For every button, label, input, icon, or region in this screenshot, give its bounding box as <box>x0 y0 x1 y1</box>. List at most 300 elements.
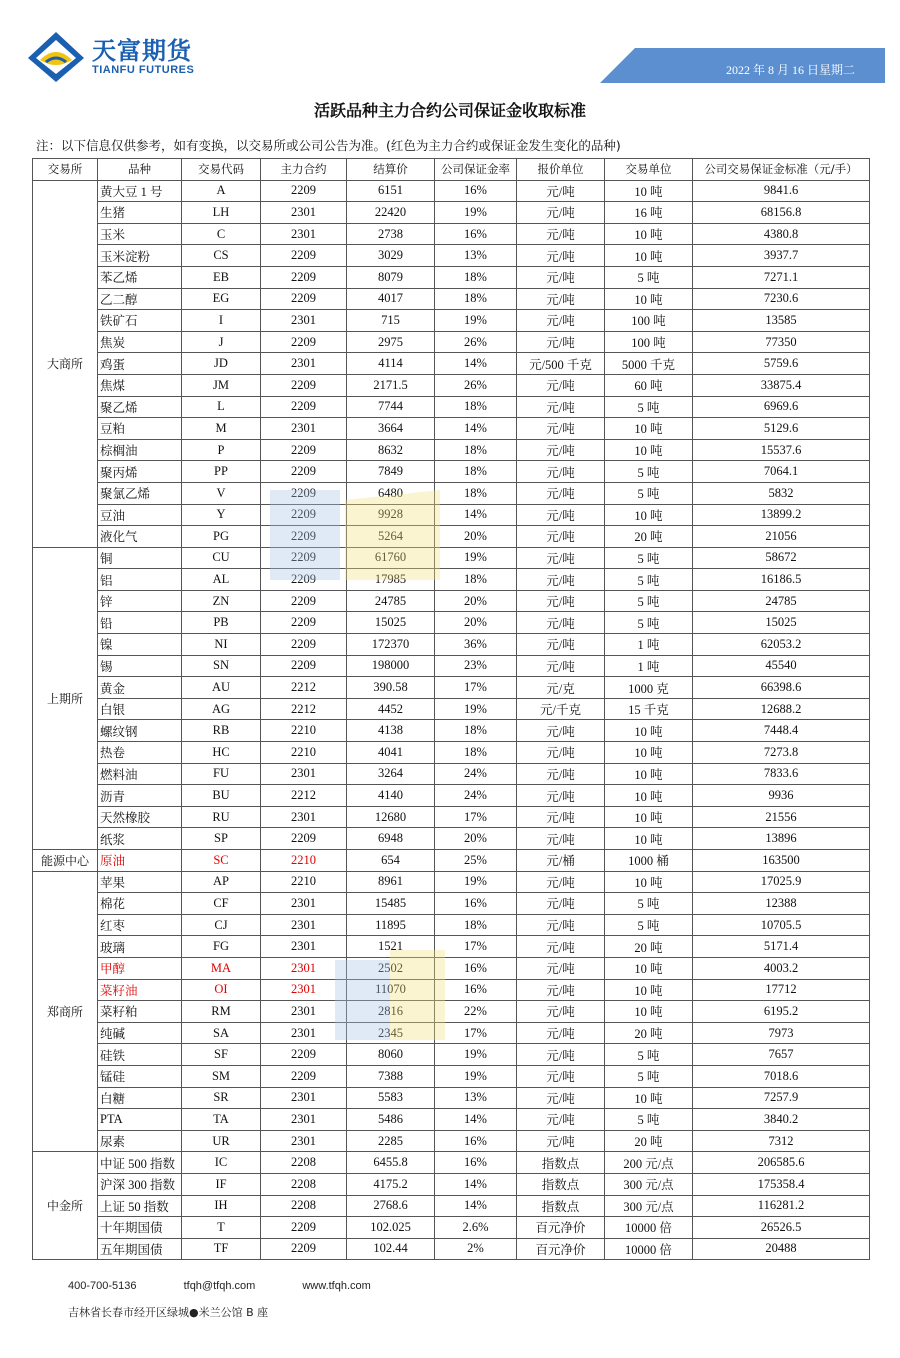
margin-cell: 10705.5 <box>693 914 870 936</box>
table-row <box>33 1195 870 1217</box>
contract-cell: 2209 <box>261 526 347 548</box>
quote-unit-cell: 元/吨 <box>517 893 605 915</box>
margin-cell: 4003.2 <box>693 957 870 979</box>
contract-cell: 2209 <box>261 547 347 569</box>
table-row <box>33 979 870 1001</box>
rate-cell: 16% <box>435 1152 517 1174</box>
product-cell: 尿素 <box>98 1130 182 1152</box>
footer-email[interactable]: tfqh@tfqh.com <box>183 1280 256 1292</box>
rate-cell: 19% <box>435 1044 517 1066</box>
contract-cell: 2301 <box>261 1001 347 1023</box>
quote-unit-cell: 元/吨 <box>517 266 605 288</box>
product-cell: PTA <box>98 1109 182 1131</box>
code-cell: I <box>182 310 261 332</box>
table-row <box>33 893 870 915</box>
rate-cell: 18% <box>435 569 517 591</box>
code-cell: SP <box>182 828 261 850</box>
exchange-cell: 中金所 <box>33 1152 98 1260</box>
product-cell: 中证 500 指数 <box>98 1152 182 1174</box>
code-cell: CJ <box>182 914 261 936</box>
product-cell: 黄大豆 1 号 <box>98 180 182 202</box>
code-cell: AU <box>182 677 261 699</box>
product-cell: 甲醇 <box>98 957 182 979</box>
settle-cell: 24785 <box>347 590 435 612</box>
product-cell: 螺纹钢 <box>98 720 182 742</box>
trade-unit-cell: 1 吨 <box>605 634 693 656</box>
settle-cell: 2171.5 <box>347 374 435 396</box>
rate-cell: 19% <box>435 871 517 893</box>
product-cell: 液化气 <box>98 526 182 548</box>
contract-cell: 2209 <box>261 266 347 288</box>
table-row <box>33 1173 870 1195</box>
code-cell: PG <box>182 526 261 548</box>
margin-cell: 7973 <box>693 1022 870 1044</box>
code-cell: C <box>182 223 261 245</box>
trade-unit-cell: 5 吨 <box>605 612 693 634</box>
quote-unit-cell: 元/吨 <box>517 374 605 396</box>
code-cell: JM <box>182 374 261 396</box>
product-cell: 十年期国债 <box>98 1217 182 1239</box>
margin-cell: 9841.6 <box>693 180 870 202</box>
margin-cell: 7271.1 <box>693 266 870 288</box>
quote-unit-cell: 元/吨 <box>517 1087 605 1109</box>
quote-unit-cell: 元/吨 <box>517 634 605 656</box>
rate-cell: 17% <box>435 677 517 699</box>
table-row <box>33 1109 870 1131</box>
contract-cell: 2301 <box>261 1022 347 1044</box>
product-cell: 上证 50 指数 <box>98 1195 182 1217</box>
quote-unit-cell: 元/吨 <box>517 785 605 807</box>
code-cell: EB <box>182 266 261 288</box>
settle-cell: 2738 <box>347 223 435 245</box>
table-row <box>33 310 870 332</box>
col-margin-rate: 公司保证金率 <box>435 159 517 181</box>
table-row <box>33 353 870 375</box>
product-cell: 聚氯乙烯 <box>98 482 182 504</box>
contract-cell: 2301 <box>261 763 347 785</box>
contract-cell: 2209 <box>261 396 347 418</box>
margin-cell: 21056 <box>693 526 870 548</box>
contract-cell: 2209 <box>261 245 347 267</box>
settle-cell: 7388 <box>347 1065 435 1087</box>
settle-cell: 17985 <box>347 569 435 591</box>
rate-cell: 18% <box>435 461 517 483</box>
settle-cell: 2975 <box>347 331 435 353</box>
contract-cell: 2301 <box>261 418 347 440</box>
contract-cell: 2301 <box>261 979 347 1001</box>
product-cell: 沪深 300 指数 <box>98 1173 182 1195</box>
trade-unit-cell: 5 吨 <box>605 1109 693 1131</box>
col-quote-unit: 报价单位 <box>517 159 605 181</box>
margin-cell: 62053.2 <box>693 634 870 656</box>
col-exchange: 交易所 <box>33 159 98 181</box>
margin-cell: 66398.6 <box>693 677 870 699</box>
product-cell: 焦炭 <box>98 331 182 353</box>
margin-cell: 13896 <box>693 828 870 850</box>
col-main-contract: 主力合约 <box>261 159 347 181</box>
rate-cell: 19% <box>435 1065 517 1087</box>
col-margin-standard: 公司交易保证金标准（元/手） <box>693 159 870 181</box>
page-title: 活跃品种主力合约公司保证金收取标准 <box>313 101 586 120</box>
table-row <box>33 418 870 440</box>
quote-unit-cell: 元/吨 <box>517 180 605 202</box>
quote-unit-cell: 元/吨 <box>517 482 605 504</box>
trade-unit-cell: 5 吨 <box>605 914 693 936</box>
table-row <box>33 396 870 418</box>
table-row <box>33 936 870 958</box>
table-row <box>33 742 870 764</box>
footer-website[interactable]: www.tfqh.com <box>302 1280 371 1292</box>
trade-unit-cell: 5000 千克 <box>605 353 693 375</box>
margin-cell: 3937.7 <box>693 245 870 267</box>
quote-unit-cell: 元/吨 <box>517 331 605 353</box>
margin-cell: 21556 <box>693 806 870 828</box>
exchange-cell: 大商所 <box>33 180 98 547</box>
settle-cell: 3664 <box>347 418 435 440</box>
trade-unit-cell: 10 吨 <box>605 871 693 893</box>
table-row <box>33 1044 870 1066</box>
table-row <box>33 266 870 288</box>
contract-cell: 2301 <box>261 1130 347 1152</box>
footer-contacts <box>68 1280 415 1292</box>
col-product: 品种 <box>98 159 182 181</box>
trade-unit-cell: 100 吨 <box>605 310 693 332</box>
trade-unit-cell: 10 吨 <box>605 957 693 979</box>
product-cell: 苹果 <box>98 871 182 893</box>
contract-cell: 2208 <box>261 1195 347 1217</box>
product-cell: 焦煤 <box>98 374 182 396</box>
table-row <box>33 374 870 396</box>
trade-unit-cell: 10000 倍 <box>605 1238 693 1260</box>
rate-cell: 19% <box>435 547 517 569</box>
settle-cell: 172370 <box>347 634 435 656</box>
trade-unit-cell: 10 吨 <box>605 288 693 310</box>
code-cell: M <box>182 418 261 440</box>
margin-cell: 58672 <box>693 547 870 569</box>
quote-unit-cell: 元/吨 <box>517 828 605 850</box>
table-row <box>33 482 870 504</box>
code-cell: IC <box>182 1152 261 1174</box>
code-cell: CS <box>182 245 261 267</box>
margin-cell: 5832 <box>693 482 870 504</box>
rate-cell: 18% <box>435 439 517 461</box>
settle-cell: 2345 <box>347 1022 435 1044</box>
rate-cell: 14% <box>435 504 517 526</box>
product-cell: 苯乙烯 <box>98 266 182 288</box>
rate-cell: 19% <box>435 310 517 332</box>
quote-unit-cell: 元/吨 <box>517 1044 605 1066</box>
margin-cell: 45540 <box>693 655 870 677</box>
quote-unit-cell: 元/吨 <box>517 418 605 440</box>
brand-name-cn: 天富期货 <box>92 37 192 65</box>
product-cell: 黄金 <box>98 677 182 699</box>
table-row <box>33 1065 870 1087</box>
product-cell: 锰硅 <box>98 1065 182 1087</box>
rate-cell: 16% <box>435 893 517 915</box>
trade-unit-cell: 5 吨 <box>605 590 693 612</box>
table-body <box>33 180 870 1260</box>
margin-cell: 24785 <box>693 590 870 612</box>
table-row <box>33 612 870 634</box>
settle-cell: 8961 <box>347 871 435 893</box>
settle-cell: 6151 <box>347 180 435 202</box>
margin-cell: 77350 <box>693 331 870 353</box>
contract-cell: 2301 <box>261 202 347 224</box>
rate-cell: 17% <box>435 936 517 958</box>
rate-cell: 18% <box>435 720 517 742</box>
trade-unit-cell: 10 吨 <box>605 763 693 785</box>
rate-cell: 13% <box>435 1087 517 1109</box>
trade-unit-cell: 10 吨 <box>605 785 693 807</box>
quote-unit-cell: 指数点 <box>517 1173 605 1195</box>
settle-cell: 15485 <box>347 893 435 915</box>
exchange-cell: 上期所 <box>33 547 98 849</box>
contract-cell: 2209 <box>261 288 347 310</box>
table-row <box>33 850 870 872</box>
code-cell: RB <box>182 720 261 742</box>
contract-cell: 2209 <box>261 590 347 612</box>
contract-cell: 2209 <box>261 439 347 461</box>
product-cell: 镍 <box>98 634 182 656</box>
settle-cell: 3264 <box>347 763 435 785</box>
brand <box>92 38 194 76</box>
footer-phone: 400-700-5136 <box>68 1280 137 1292</box>
footer-address: 吉林省长春市经开区绿城●米兰公馆 B 座 <box>68 1306 269 1319</box>
settle-cell: 12680 <box>347 806 435 828</box>
code-cell: EG <box>182 288 261 310</box>
trade-unit-cell: 5 吨 <box>605 461 693 483</box>
code-cell: MA <box>182 957 261 979</box>
table-row <box>33 1217 870 1239</box>
settle-cell: 9928 <box>347 504 435 526</box>
trade-unit-cell: 20 吨 <box>605 1130 693 1152</box>
table-row <box>33 461 870 483</box>
quote-unit-cell: 元/吨 <box>517 806 605 828</box>
quote-unit-cell: 元/吨 <box>517 504 605 526</box>
trade-unit-cell: 5 吨 <box>605 482 693 504</box>
trade-unit-cell: 20 吨 <box>605 1022 693 1044</box>
contract-cell: 2209 <box>261 634 347 656</box>
table-row <box>33 180 870 202</box>
rate-cell: 16% <box>435 979 517 1001</box>
trade-unit-cell: 5 吨 <box>605 547 693 569</box>
code-cell: AL <box>182 569 261 591</box>
contract-cell: 2209 <box>261 828 347 850</box>
product-cell: 乙二醇 <box>98 288 182 310</box>
margin-cell: 12688.2 <box>693 698 870 720</box>
code-cell: SF <box>182 1044 261 1066</box>
contract-cell: 2208 <box>261 1173 347 1195</box>
col-trade-unit: 交易单位 <box>605 159 693 181</box>
table-row <box>33 1001 870 1023</box>
settle-cell: 15025 <box>347 612 435 634</box>
quote-unit-cell: 元/吨 <box>517 763 605 785</box>
margin-cell: 7064.1 <box>693 461 870 483</box>
trade-unit-cell: 10 吨 <box>605 418 693 440</box>
contract-cell: 2212 <box>261 698 347 720</box>
settle-cell: 390.58 <box>347 677 435 699</box>
product-cell: 红枣 <box>98 914 182 936</box>
quote-unit-cell: 元/吨 <box>517 1130 605 1152</box>
disclaimer-note: 注：以下信息仅供参考，如有变换，以交易所或公司公告为准。(红色为主力合约或保证金发生变化的品种) <box>36 138 621 153</box>
product-cell: 鸡蛋 <box>98 353 182 375</box>
settle-cell: 5486 <box>347 1109 435 1131</box>
product-cell: 锌 <box>98 590 182 612</box>
date-banner <box>600 48 885 83</box>
trade-unit-cell: 1000 克 <box>605 677 693 699</box>
settle-cell: 22420 <box>347 202 435 224</box>
trade-unit-cell: 10 吨 <box>605 180 693 202</box>
settle-cell: 8079 <box>347 266 435 288</box>
table-row <box>33 288 870 310</box>
quote-unit-cell: 元/吨 <box>517 288 605 310</box>
settle-cell: 4017 <box>347 288 435 310</box>
table-row <box>33 677 870 699</box>
contract-cell: 2301 <box>261 936 347 958</box>
product-cell: 玻璃 <box>98 936 182 958</box>
trade-unit-cell: 10 吨 <box>605 720 693 742</box>
settle-cell: 7849 <box>347 461 435 483</box>
trade-unit-cell: 1000 桶 <box>605 850 693 872</box>
code-cell: SM <box>182 1065 261 1087</box>
contract-cell: 2301 <box>261 310 347 332</box>
quote-unit-cell: 元/桶 <box>517 850 605 872</box>
trade-unit-cell: 5 吨 <box>605 1044 693 1066</box>
quote-unit-cell: 元/吨 <box>517 223 605 245</box>
code-cell: TF <box>182 1238 261 1260</box>
report-date: 2022 年 8 月 16 日星期二 <box>725 63 855 77</box>
contract-cell: 2209 <box>261 461 347 483</box>
table-row <box>33 914 870 936</box>
contract-cell: 2301 <box>261 1087 347 1109</box>
settle-cell: 198000 <box>347 655 435 677</box>
code-cell: UR <box>182 1130 261 1152</box>
trade-unit-cell: 20 吨 <box>605 526 693 548</box>
margin-cell: 13899.2 <box>693 504 870 526</box>
settle-cell: 6480 <box>347 482 435 504</box>
quote-unit-cell: 元/500 千克 <box>517 353 605 375</box>
code-cell: CF <box>182 893 261 915</box>
contract-cell: 2301 <box>261 806 347 828</box>
rate-cell: 14% <box>435 353 517 375</box>
rate-cell: 22% <box>435 1001 517 1023</box>
code-cell: SC <box>182 850 261 872</box>
settle-cell: 715 <box>347 310 435 332</box>
settle-cell: 654 <box>347 850 435 872</box>
code-cell: JD <box>182 353 261 375</box>
quote-unit-cell: 百元净价 <box>517 1217 605 1239</box>
margin-cell: 5759.6 <box>693 353 870 375</box>
rate-cell: 18% <box>435 266 517 288</box>
settle-cell: 2768.6 <box>347 1195 435 1217</box>
brand-name-en: TIANFU FUTURES <box>92 64 195 76</box>
table-row <box>33 785 870 807</box>
rate-cell: 23% <box>435 655 517 677</box>
quote-unit-cell: 元/吨 <box>517 569 605 591</box>
product-cell: 棕榈油 <box>98 439 182 461</box>
table-row <box>33 245 870 267</box>
col-code: 交易代码 <box>182 159 261 181</box>
product-cell: 纯碱 <box>98 1022 182 1044</box>
settle-cell: 4114 <box>347 353 435 375</box>
table-row <box>33 828 870 850</box>
rate-cell: 18% <box>435 914 517 936</box>
product-cell: 生猪 <box>98 202 182 224</box>
product-cell: 豆油 <box>98 504 182 526</box>
rate-cell: 13% <box>435 245 517 267</box>
code-cell: PP <box>182 461 261 483</box>
product-cell: 燃料油 <box>98 763 182 785</box>
quote-unit-cell: 元/吨 <box>517 979 605 1001</box>
product-cell: 铁矿石 <box>98 310 182 332</box>
margin-cell: 7230.6 <box>693 288 870 310</box>
rate-cell: 16% <box>435 180 517 202</box>
product-cell: 铜 <box>98 547 182 569</box>
trade-unit-cell: 1 吨 <box>605 655 693 677</box>
table-row <box>33 223 870 245</box>
contract-cell: 2212 <box>261 677 347 699</box>
settle-cell: 5264 <box>347 526 435 548</box>
settle-cell: 102.44 <box>347 1238 435 1260</box>
trade-unit-cell: 5 吨 <box>605 569 693 591</box>
quote-unit-cell: 元/吨 <box>517 914 605 936</box>
quote-unit-cell: 元/吨 <box>517 461 605 483</box>
settle-cell: 7744 <box>347 396 435 418</box>
margin-cell: 5171.4 <box>693 936 870 958</box>
product-cell: 聚丙烯 <box>98 461 182 483</box>
rate-cell: 2.6% <box>435 1217 517 1239</box>
quote-unit-cell: 元/吨 <box>517 590 605 612</box>
contract-cell: 2301 <box>261 914 347 936</box>
contract-cell: 2301 <box>261 353 347 375</box>
margin-cell: 3840.2 <box>693 1109 870 1131</box>
rate-cell: 16% <box>435 223 517 245</box>
settle-cell: 6455.8 <box>347 1152 435 1174</box>
code-cell: A <box>182 180 261 202</box>
contract-cell: 2209 <box>261 569 347 591</box>
code-cell: L <box>182 396 261 418</box>
table-row <box>33 1152 870 1174</box>
quote-unit-cell: 指数点 <box>517 1152 605 1174</box>
contract-cell: 2209 <box>261 482 347 504</box>
settle-cell: 1521 <box>347 936 435 958</box>
settle-cell: 4140 <box>347 785 435 807</box>
table-row <box>33 1022 870 1044</box>
margin-cell: 116281.2 <box>693 1195 870 1217</box>
rate-cell: 18% <box>435 288 517 310</box>
trade-unit-cell: 10 吨 <box>605 828 693 850</box>
table-row <box>33 547 870 569</box>
margin-cell: 7273.8 <box>693 742 870 764</box>
code-cell: HC <box>182 742 261 764</box>
trade-unit-cell: 5 吨 <box>605 1065 693 1087</box>
table-row <box>33 806 870 828</box>
code-cell: BU <box>182 785 261 807</box>
quote-unit-cell: 元/吨 <box>517 720 605 742</box>
code-cell: TA <box>182 1109 261 1131</box>
code-cell: Y <box>182 504 261 526</box>
margin-cell: 206585.6 <box>693 1152 870 1174</box>
contract-cell: 2209 <box>261 655 347 677</box>
trade-unit-cell: 300 元/点 <box>605 1195 693 1217</box>
margin-cell: 163500 <box>693 850 870 872</box>
table-row <box>33 439 870 461</box>
code-cell: P <box>182 439 261 461</box>
contract-cell: 2210 <box>261 871 347 893</box>
contract-cell: 2301 <box>261 223 347 245</box>
trade-unit-cell: 60 吨 <box>605 374 693 396</box>
table-row <box>33 569 870 591</box>
